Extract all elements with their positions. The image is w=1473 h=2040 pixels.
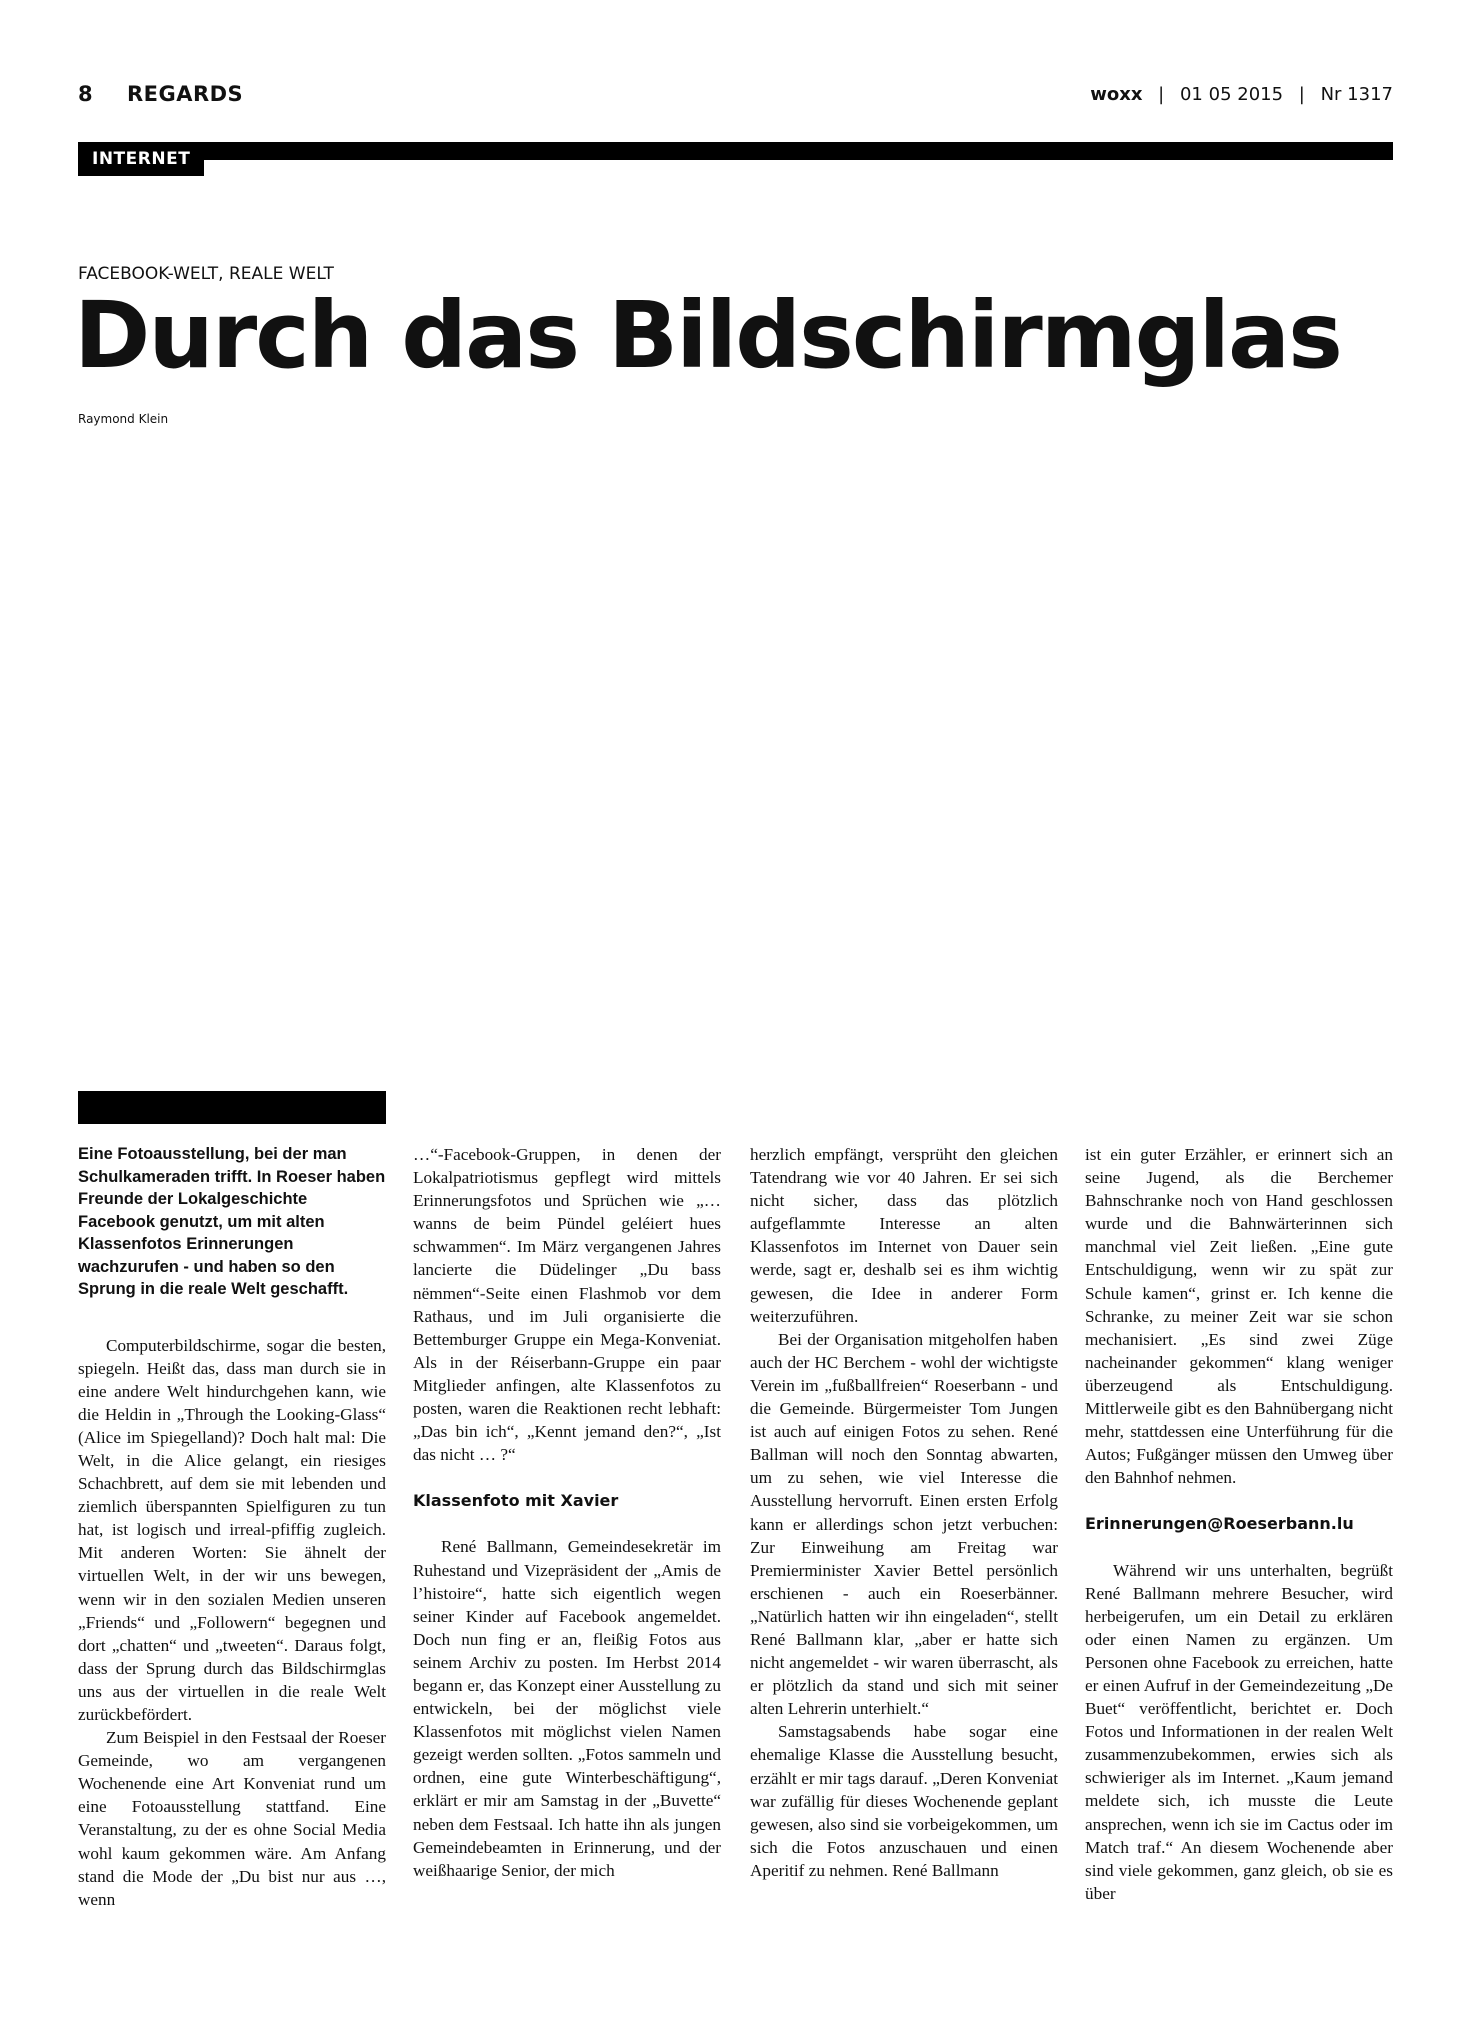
top-rule bbox=[78, 142, 1393, 160]
section-name: REGARDS bbox=[126, 82, 244, 106]
paragraph: René Ballmann, Gemeindesekretär im Ruhestand und Vizepräsident der „Amis de l’histoire“, hatte sich eigentlich wegen seiner Kinder auf Facebook angemeldet. Doch nun fing er an, fleißig Fotos aus seinem Archiv zu posten. Im Herbst 2014 begann er, das Konzept einer Ausstellung zu entwickeln, bei der möglichst viele Klassenfotos mit möglichst vielen Namen gezeigt werden sollten. „Fotos sammeln und ordnen, eine gute Winterbeschäftigung“, erklärt er mir am Samstag in der „Buvette“ neben dem Festsaal. Ich hatte ihn als jungen Gemeindebeamten in Erinnerung, und der weißhaarige Senior, der mich bbox=[413, 1537, 721, 1880]
paragraph: ist ein guter Erzähler, er erinnert sich an seine Jugend, als die Berchemer Bahnschranke noch von Hand geschlossen wurde und die Bahnwärterinnen sich manchmal viel Zeit ließen. „Eine gute Entschuldigung, wenn wir zu spät zur Schule kamen“, grinst er. Ich kenne die Schranke, zu meiner Zeit war sie schon mechanisiert. „Es sind zwei Züge nacheinander gekommen“ klang weniger überzeugend als Entschuldigung. Mittlerweile gibt es den Bahnübergang nicht mehr, stattdessen eine Unterführung für die Autos; Fußgänger müssen den Umweg über den Bahnhof nehmen. bbox=[1085, 1145, 1393, 1488]
lead-marker-bar bbox=[78, 1091, 386, 1124]
page-header-left bbox=[78, 82, 243, 106]
page-number: 8 bbox=[78, 82, 94, 106]
paragraph: …“-Facebook-Gruppen, in denen der Lokalpatriotismus gepflegt wird mittels Erinnerungsfotos und Sprüchen wie „… wanns de beim Pündel geléiert hues schwammen“. Im März vergangenen Jahres lancierte die Düdelinger „Du bass nëmmen“-Seite einen Flashmob vor dem Rathaus, und im Juli organisierte die Bettemburger Gruppe ein Mega-Konveniat. Als in der Réiserbann-Gruppe ein paar Mitglieder anfingen, alte Klassenfotos zu posten, waren die Reaktionen recht lebhaft: „Das bin ich“, „Kennt jemand den?“, „Ist das nicht … ?“ bbox=[413, 1145, 721, 1465]
rule-notch bbox=[184, 160, 1393, 176]
paragraph: Samstagsabends habe sogar eine ehemalige Klasse die Ausstellung besucht, erzählt er mir tags darauf. „Deren Konveniat war zufällig für dieses Wochenende geplant gewesen, also sind sie vorbeigekommen, um sich die Fotos anzuschauen und einen Aperitif zu nehmen. René Ballmann bbox=[750, 1722, 1058, 1880]
header-separator: | bbox=[1158, 84, 1165, 105]
article-author: Raymond Klein bbox=[78, 412, 169, 426]
rubric-tab: INTERNET bbox=[78, 142, 204, 176]
article-kicker: FACEBOOK-WELT, REALE WELT bbox=[78, 264, 334, 284]
issue-number: Nr 1317 bbox=[1320, 84, 1393, 105]
header-separator: | bbox=[1298, 84, 1305, 105]
issue-date: 01 05 2015 bbox=[1179, 84, 1284, 105]
subheading: Klassenfoto mit Xavier bbox=[413, 1491, 619, 1511]
article-title: Durch das Bildschirmglas bbox=[74, 282, 1341, 389]
paragraph: Computerbildschirme, sogar die besten, spiegeln. Heißt das, dass man durch sie in eine andere Welt hindurchgehen kann, wie die Heldin in „Through the Looking-Glass“ (Alice im Spiegelland)? Doch halt mal: Die Welt, in die Alice gelangt, ein riesiges Schachbrett, auf dem sie mit lebenden und ziemlich überspannten Spielfiguren zu tun hat, ist logisch und irreal-pfiffig zugleich. Mit anderen Worten: Sie ähnelt der virtuellen Welt, in der wir uns bewegen, wenn wir in den sozialen Medien unseren „Friends“ und „Followern“ begegnen und dort „chatten“ und „tweeten“. Daraus folgt, dass der Sprung durch das Bildschirmglas uns aus der virtuellen in die reale Welt zurückbefördert. bbox=[78, 1335, 386, 1724]
text-column-1 bbox=[78, 1143, 386, 1911]
paragraph: Bei der Organisation mitgeholfen haben auch der HC Berchem - wohl der wichtigste Verein im „fußballfreien“ Roeserbann - und die Gemeinde. Bürgermeister Tom Jungen ist auch auf einigen Fotos zu sehen. René Ballman will noch den Sonntag abwarten, um zu sehen, wie viel Interesse die Ausstellung hervorruft. Einen ersten Erfolg kann er allerdings schon jetzt verbuchen: Zur Einweihung am Freitag war Premierminister Xavier Bettel persönlich erschienen - auch ein Roeserbänner. „Natürlich hatten wir ihn eingeladen“, stellt René Ballmann klar, „aber er hatte sich nicht angemeldet - wir waren überrascht, als er plötzlich da stand und sich mit seiner alten Lehrerin unterhielt.“ bbox=[750, 1329, 1058, 1719]
text-column-2 bbox=[413, 1143, 721, 1882]
paragraph: Während wir uns unterhalten, begrüßt René Ballmann mehrere Besucher, wird herbeigerufen, um ein Detail zu erklären oder einen Namen zu ergänzen. Um Personen ohne Facebook zu erreichen, hatte er einen Aufruf in der Gemeindezeitung „De Buet“ veröffentlicht, berichtet er. Doch Fotos und Informationen in der realen Welt zusammenzubekommen, erwies sich als schwieriger als im Internet. „Kaum jemand meldete sich, ich musste die Leute ansprechen, wenn ich sie im Cactus oder im Match traf.“ An diesem Wochenende aber sind viele gekommen, ganz gleich, ob sie es über bbox=[1085, 1560, 1393, 1903]
article-lead: Eine Fotoausstellung, bei der man Schulkameraden trifft. In Roeser haben Freunde der Lokalgeschichte Facebook genutzt, um mit alten Klassenfotos Erinnerungen wachzurufen - und haben so den Sprung in die reale Welt geschafft. bbox=[78, 1145, 386, 1298]
text-column-4 bbox=[1085, 1143, 1393, 1905]
paragraph: Zum Beispiel in den Festsaal der Roeser Gemeinde, wo am vergangenen Wochenende eine Art Konveniat rund um eine Fotoausstellung stattfand. Eine Veranstaltung, zu der es ohne Social Media wohl kaum gekommen wäre. Am Anfang stand die Mode der „Du bist nur aus …, wenn bbox=[78, 1728, 386, 1909]
paragraph: herzlich empfängt, versprüht den gleichen Tatendrang wie vor 40 Jahren. Er sei sich nicht sicher, dass das plötzlich aufgeflammte Interesse an alten Klassenfotos im Internet von Dauer sein werde, sagt er, deshalb sei es ihm wichtig gewesen, die Idee in anderer Form weiterzuführen. bbox=[750, 1145, 1058, 1326]
text-column-3 bbox=[750, 1143, 1058, 1882]
page-header-right bbox=[1090, 84, 1393, 105]
publication-name: woxx bbox=[1090, 84, 1143, 105]
subheading: Erinnerungen@Roeserbann.lu bbox=[1085, 1514, 1354, 1534]
